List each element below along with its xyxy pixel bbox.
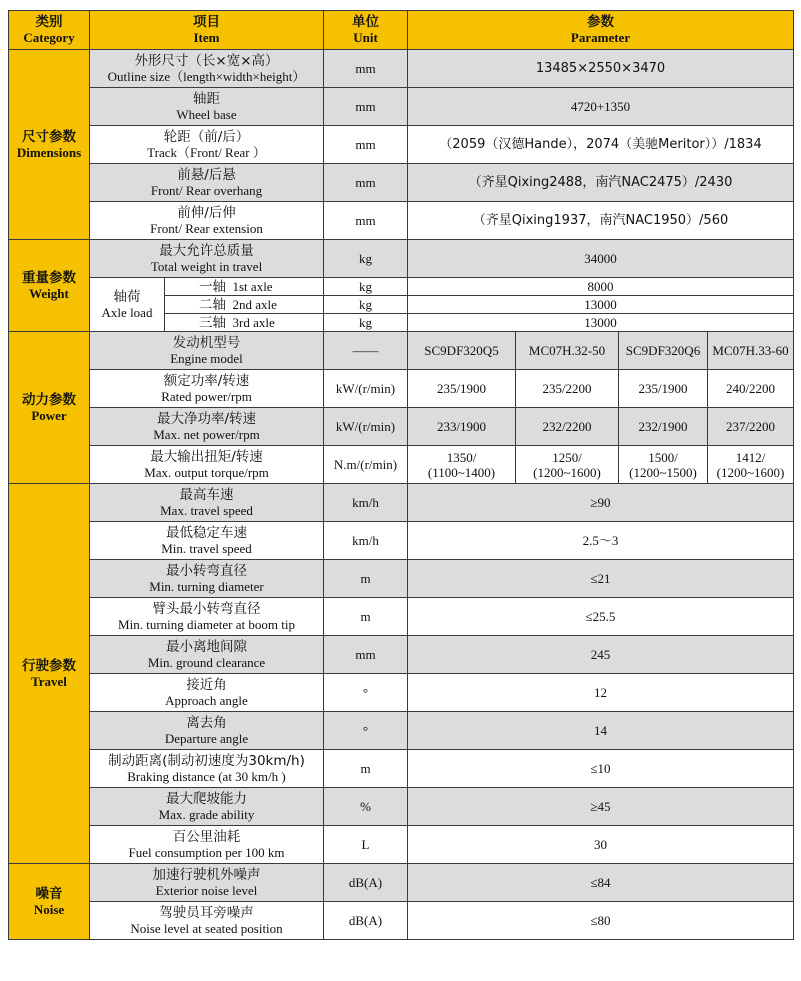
table-row xyxy=(9,278,794,296)
item-label: 外形尺寸（长×宽×高） Outline size（length×width×height） xyxy=(90,50,324,88)
value-cell: ≤84 xyxy=(408,864,794,902)
unit-cell: kg xyxy=(324,278,408,296)
item-label: 前悬/后悬 Front/ Rear overhang xyxy=(90,164,324,202)
header-item: 项目 Item xyxy=(90,11,324,50)
value-cell: MC07H.33-60 xyxy=(708,332,794,370)
unit-cell: dB(A) xyxy=(324,902,408,940)
table-row xyxy=(9,370,794,408)
table-row xyxy=(9,560,794,598)
value-cell: 237/2200 xyxy=(708,408,794,446)
item-label: 最大爬坡能力 Max. grade ability xyxy=(90,788,324,826)
unit-cell: kg xyxy=(324,296,408,314)
category-dimensions: 尺寸参数 Dimensions xyxy=(9,50,90,240)
spec-table xyxy=(8,10,794,940)
table-row xyxy=(9,826,794,864)
axle-load-label: 轴荷 Axle load xyxy=(90,278,165,332)
item-label: 离去角 Departure angle xyxy=(90,712,324,750)
table-row xyxy=(9,446,794,484)
category-power: 动力参数 Power xyxy=(9,332,90,484)
unit-cell: mm xyxy=(324,202,408,240)
value-cell: ≥90 xyxy=(408,484,794,522)
table-row xyxy=(9,202,794,240)
unit-cell: m xyxy=(324,560,408,598)
unit-cell: kW/(r/min) xyxy=(324,408,408,446)
table-row xyxy=(9,598,794,636)
value-cell: （齐星Qixing2488，南汽NAC2475）/2430 xyxy=(408,164,794,202)
table-row xyxy=(9,332,794,370)
item-label: 臂头最小转弯直径 Min. turning diameter at boom tip xyxy=(90,598,324,636)
table-row xyxy=(9,750,794,788)
value-cell: 34000 xyxy=(408,240,794,278)
item-label: 驾驶员耳旁噪声 Noise level at seated position xyxy=(90,902,324,940)
unit-cell: % xyxy=(324,788,408,826)
table-row xyxy=(9,674,794,712)
header-unit: 单位 Unit xyxy=(324,11,408,50)
unit-cell: kg xyxy=(324,314,408,332)
unit-cell: mm xyxy=(324,126,408,164)
value-cell: 232/1900 xyxy=(619,408,708,446)
table-row xyxy=(9,902,794,940)
table-row xyxy=(9,240,794,278)
table-row xyxy=(9,484,794,522)
item-label: 最小离地间隙 Min. ground clearance xyxy=(90,636,324,674)
value-cell: 1350/ (1100~1400) xyxy=(408,446,516,484)
table-row xyxy=(9,126,794,164)
axle-label: 三轴 3rd axle xyxy=(165,314,324,332)
table-row xyxy=(9,636,794,674)
header-parameter: 参数 Parameter xyxy=(408,11,794,50)
value-cell: 13485×2550×3470 xyxy=(408,50,794,88)
value-cell: MC07H.32-50 xyxy=(516,332,619,370)
table-row xyxy=(9,88,794,126)
value-cell: （2059（汉德Hande），2074（美驰Meritor））/1834 xyxy=(408,126,794,164)
value-cell: 4720+1350 xyxy=(408,88,794,126)
value-cell: SC9DF320Q5 xyxy=(408,332,516,370)
value-cell: 13000 xyxy=(408,314,794,332)
value-cell: 232/2200 xyxy=(516,408,619,446)
category-weight: 重量参数 Weight xyxy=(9,240,90,332)
value-cell: 235/1900 xyxy=(408,370,516,408)
unit-cell: N.m/(r/min) xyxy=(324,446,408,484)
value-cell: 12 xyxy=(408,674,794,712)
unit-cell: mm xyxy=(324,88,408,126)
unit-cell: ° xyxy=(324,674,408,712)
value-cell: ≤10 xyxy=(408,750,794,788)
value-cell: 2.5～3 xyxy=(408,522,794,560)
table-row xyxy=(9,712,794,750)
item-label: 加速行驶机外噪声 Exterior noise level xyxy=(90,864,324,902)
value-cell: 1412/ (1200~1600) xyxy=(708,446,794,484)
unit-cell: m xyxy=(324,598,408,636)
table-row xyxy=(9,164,794,202)
table-row xyxy=(9,522,794,560)
value-cell: 30 xyxy=(408,826,794,864)
value-cell: 240/2200 xyxy=(708,370,794,408)
table-row xyxy=(9,408,794,446)
value-cell: 233/1900 xyxy=(408,408,516,446)
header-category: 类别 Category xyxy=(9,11,90,50)
value-cell: 14 xyxy=(408,712,794,750)
item-label: 最大净功率/转速 Max. net power/rpm xyxy=(90,408,324,446)
item-label: 额定功率/转速 Rated power/rpm xyxy=(90,370,324,408)
unit-cell: km/h xyxy=(324,484,408,522)
value-cell: 13000 xyxy=(408,296,794,314)
value-cell: 235/1900 xyxy=(619,370,708,408)
unit-cell: ° xyxy=(324,712,408,750)
unit-cell: —— xyxy=(324,332,408,370)
item-label: 轮距（前/后） Track（Front/ Rear ） xyxy=(90,126,324,164)
table-row xyxy=(9,50,794,88)
category-noise: 噪音 Noise xyxy=(9,864,90,940)
unit-cell: km/h xyxy=(324,522,408,560)
value-cell: （齐星Qixing1937，南汽NAC1950）/560 xyxy=(408,202,794,240)
value-cell: 235/2200 xyxy=(516,370,619,408)
value-cell: ≥45 xyxy=(408,788,794,826)
unit-cell: mm xyxy=(324,636,408,674)
item-label: 轴距 Wheel base xyxy=(90,88,324,126)
unit-cell: mm xyxy=(324,50,408,88)
value-cell: ≤25.5 xyxy=(408,598,794,636)
unit-cell: mm xyxy=(324,164,408,202)
item-label: 最小转弯直径 Min. turning diameter xyxy=(90,560,324,598)
item-label: 最高车速 Max. travel speed xyxy=(90,484,324,522)
value-cell: SC9DF320Q6 xyxy=(619,332,708,370)
value-cell: 1250/ (1200~1600) xyxy=(516,446,619,484)
unit-cell: dB(A) xyxy=(324,864,408,902)
table-row xyxy=(9,864,794,902)
axle-label: 一轴 1st axle xyxy=(165,278,324,296)
item-label: 百公里油耗 Fuel consumption per 100 km xyxy=(90,826,324,864)
item-label: 制动距离(制动初速度为30km/h) Braking distance (at 30 km/h ) xyxy=(90,750,324,788)
item-label: 最大输出扭矩/转速 Max. output torque/rpm xyxy=(90,446,324,484)
table-row xyxy=(9,788,794,826)
value-cell: ≤21 xyxy=(408,560,794,598)
item-label: 最低稳定车速 Min. travel speed xyxy=(90,522,324,560)
unit-cell: kg xyxy=(324,240,408,278)
item-label: 最大允许总质量 Total weight in travel xyxy=(90,240,324,278)
unit-cell: kW/(r/min) xyxy=(324,370,408,408)
item-label: 发动机型号 Engine model xyxy=(90,332,324,370)
axle-label: 二轴 2nd axle xyxy=(165,296,324,314)
category-travel: 行驶参数 Travel xyxy=(9,484,90,864)
value-cell: 8000 xyxy=(408,278,794,296)
value-cell: ≤80 xyxy=(408,902,794,940)
item-label: 前伸/后伸 Front/ Rear extension xyxy=(90,202,324,240)
unit-cell: m xyxy=(324,750,408,788)
header-row xyxy=(9,11,794,50)
item-label: 接近角 Approach angle xyxy=(90,674,324,712)
value-cell: 245 xyxy=(408,636,794,674)
value-cell: 1500/ (1200~1500) xyxy=(619,446,708,484)
unit-cell: L xyxy=(324,826,408,864)
